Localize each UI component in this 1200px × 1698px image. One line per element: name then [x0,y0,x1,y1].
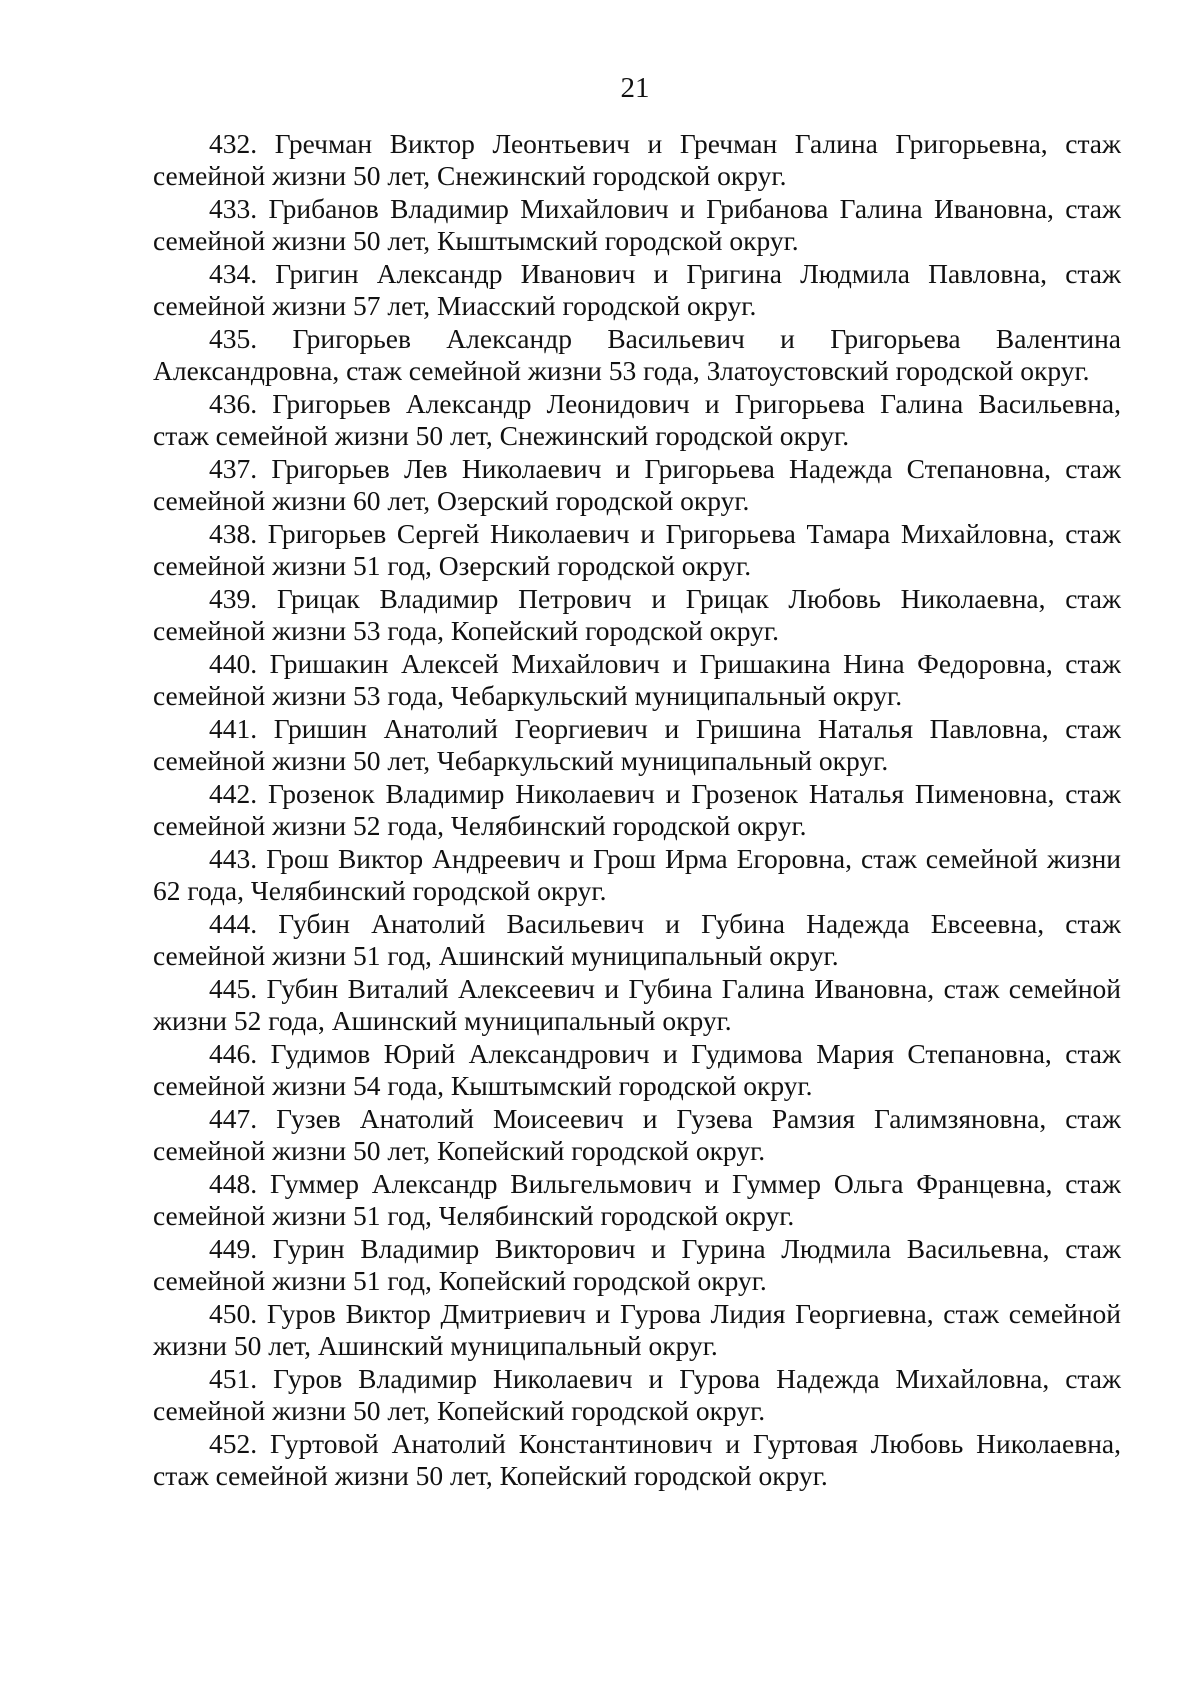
list-item [153,1168,1121,1232]
list-item [153,323,1121,387]
item-number: 437. [209,453,258,484]
item-number: 436. [209,388,258,419]
item-number: 449. [209,1233,258,1264]
item-number: 442. [209,778,258,809]
item-text: Грош Виктор Андреевич и Грош Ирма Егоровна, стаж семейной жизни 62 года, Челябинский городской округ. [153,843,1122,906]
list-item [153,1428,1121,1492]
page-number: 21 [620,72,650,104]
item-text: Григорьев Александр Васильевич и Григорьева Валентина Александровна, стаж семейной жизни 53 года, Златоустовский городской округ. [153,323,1121,386]
list-item [153,908,1121,972]
item-number: 433. [209,193,258,224]
item-text: Гуров Виктор Дмитриевич и Гурова Лидия Георгиевна, стаж семейной жизни 50 лет, Ашинский муниципальный округ. [153,1298,1122,1361]
item-text: Григорьев Лев Николаевич и Григорьева Надежда Степановна, стаж семейной жизни 60 лет, Озерский городской округ. [153,453,1121,516]
item-number: 445. [209,973,258,1004]
item-number: 446. [209,1038,258,1069]
item-number: 440. [209,648,258,679]
item-text: Гуртовой Анатолий Константинович и Гуртовая Любовь Николаевна, стаж семейной жизни 50 лет, Копейский городской округ. [153,1428,1122,1491]
list-item [153,388,1121,452]
list-item [153,648,1121,712]
list-item [153,193,1121,257]
item-number: 444. [209,908,258,939]
item-text: Гришин Анатолий Георгиевич и Гришина Наталья Павловна, стаж семейной жизни 50 лет, Чебаркульский муниципальный округ. [153,713,1122,776]
list-item [153,973,1121,1037]
item-text: Гришакин Алексей Михайлович и Гришакина Нина Федоровна, стаж семейной жизни 53 года, Чебаркульский муниципальный округ. [153,648,1122,711]
list-item [153,258,1121,322]
item-number: 434. [209,258,258,289]
item-number: 439. [209,583,258,614]
list-item [153,778,1121,842]
item-number: 435. [209,323,258,354]
list-item [153,1363,1121,1427]
item-text: Григорьев Александр Леонидович и Григорьева Галина Васильевна, стаж семейной жизни 50 лет, Снежинский городской округ. [153,388,1121,451]
list-item [153,128,1121,192]
item-text: Григорьев Сергей Николаевич и Григорьева Тамара Михайловна, стаж семейной жизни 51 год, Озерский городской округ. [153,518,1121,581]
list-item [153,1298,1121,1362]
item-number: 450. [209,1298,258,1329]
item-text: Грицак Владимир Петрович и Грицак Любовь Николаевна, стаж семейной жизни 53 года, Копейский городской округ. [153,583,1121,646]
item-text: Гуммер Александр Вильгельмович и Гуммер Ольга Францевна, стаж семейной жизни 51 год, Челябинский городской округ. [153,1168,1121,1231]
list-item [153,583,1121,647]
item-text: Гузев Анатолий Моисеевич и Гузева Рамзия Галимзяновна, стаж семейной жизни 50 лет, Копейский городской округ. [153,1103,1121,1166]
item-number: 448. [209,1168,258,1199]
list-item [153,453,1121,517]
item-text: Гудимов Юрий Александрович и Гудимова Мария Степановна, стаж семейной жизни 54 года, Кыштымский городской округ. [153,1038,1121,1101]
item-number: 451. [209,1363,258,1394]
item-text: Гуров Владимир Николаевич и Гурова Надежда Михайловна, стаж семейной жизни 50 лет, Копейский городской округ. [153,1363,1121,1426]
list-item [153,518,1121,582]
item-text: Грозенок Владимир Николаевич и Грозенок Наталья Пименовна, стаж семейной жизни 52 года, Челябинский городской округ. [153,778,1121,841]
list-item [153,1233,1121,1297]
list-item [153,1038,1121,1102]
item-text: Губин Виталий Алексеевич и Губина Галина Ивановна, стаж семейной жизни 52 года, Ашинский муниципальный округ. [153,973,1122,1036]
item-number: 432. [209,128,258,159]
item-text: Гречман Виктор Леонтьевич и Гречман Галина Григорьевна, стаж семейной жизни 50 лет, Снежинский городской округ. [153,128,1122,191]
item-number: 443. [209,843,258,874]
item-text: Григин Александр Иванович и Григина Людмила Павловна, стаж семейной жизни 57 лет, Миасский городской округ. [153,258,1121,321]
item-text: Губин Анатолий Васильевич и Губина Надежда Евсеевна, стаж семейной жизни 51 год, Ашинский муниципальный округ. [153,908,1122,971]
item-number: 452. [209,1428,258,1459]
item-number: 441. [209,713,258,744]
list-item [153,843,1121,907]
list-item [153,1103,1121,1167]
item-text: Гурин Владимир Викторович и Гурина Людмила Васильевна, стаж семейной жизни 51 год, Копейский городской округ. [153,1233,1121,1296]
award-list [153,128,1121,1493]
item-number: 447. [209,1103,258,1134]
item-number: 438. [209,518,258,549]
item-text: Грибанов Владимир Михайлович и Грибанова Галина Ивановна, стаж семейной жизни 50 лет, Кыштымский городской округ. [153,193,1122,256]
list-item [153,713,1121,777]
